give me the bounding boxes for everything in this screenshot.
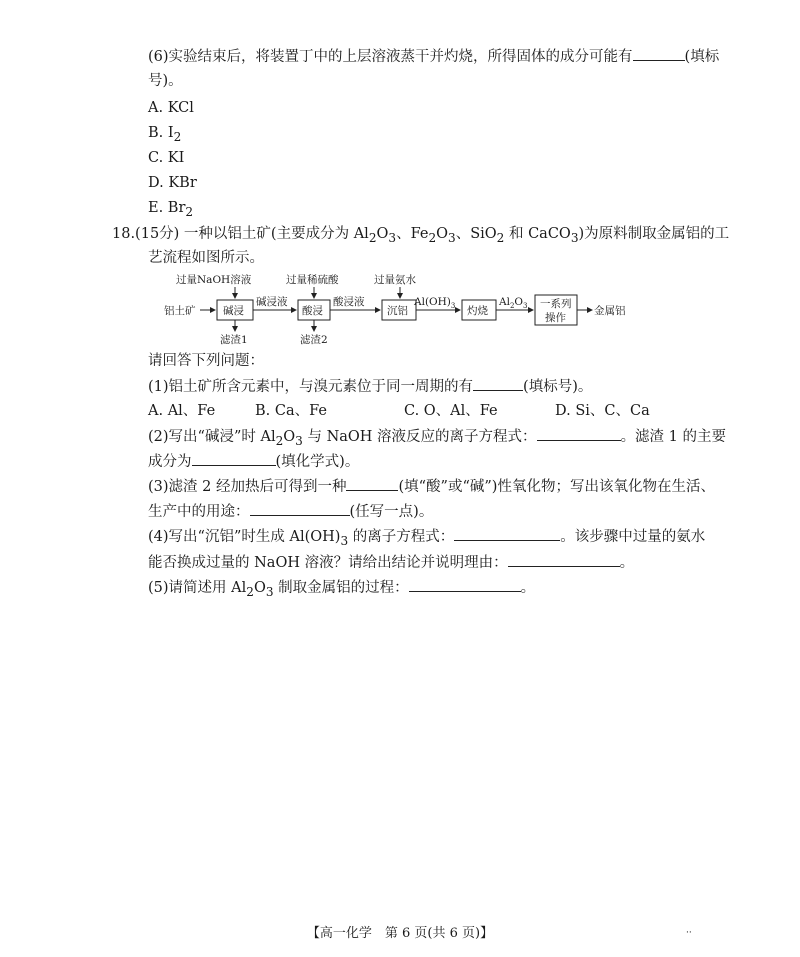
box-acid-leach-label: 酸浸 [302, 305, 323, 317]
q2-text: O [283, 429, 296, 445]
edge-aloh3 [413, 296, 455, 310]
q1-option-b [255, 401, 327, 421]
q18-intro-text: 艺流程如图所示。 [148, 250, 264, 266]
q2-line1 [148, 426, 726, 451]
q3-text: (3)滤渣 2 经加热后可得到一种 [148, 479, 347, 495]
q5-text: O [253, 580, 266, 596]
q1-answer-blank[interactable] [473, 376, 523, 391]
subscript: 2 [368, 230, 377, 245]
q2-text: 与 NaOH 溶液反应的离子方程式： [302, 429, 537, 445]
q1-option-d-text: D. Si、C、Ca [555, 403, 650, 419]
q6-option-c-text: C. KI [148, 150, 185, 166]
q4-text: 。 [619, 555, 635, 571]
q3-text: (填“酸”或“碱”)性氧化物；写出该氧化物在生活、 [398, 479, 715, 495]
q5-process-blank[interactable] [409, 577, 521, 592]
q1-option-b-text: B. Ca、Fe [255, 403, 327, 419]
subscript: 3 [388, 230, 397, 245]
q6-option-b-text: B. I [148, 125, 174, 141]
flow-start-bauxite: 铝土矿 [164, 305, 196, 317]
q6-option-b [148, 123, 181, 147]
q6-option-e [148, 198, 193, 222]
residue-2: 滤渣2 [300, 334, 328, 346]
edge-aloh3-text: Al(OH) [414, 296, 451, 308]
subscript: 2 [173, 129, 182, 144]
box-alkali-leach-label: 碱浸 [223, 305, 244, 317]
q5-line [148, 577, 535, 602]
subscript: 2 [185, 204, 194, 219]
q4-equation-blank[interactable] [454, 526, 560, 541]
corner-mark: ·· [686, 928, 692, 938]
q6-option-d-text: D. KBr [148, 175, 197, 191]
q4-text: (4)写出“沉铝”时生成 Al(OH) [148, 529, 341, 545]
process-flow-diagram [160, 271, 640, 349]
q3-line1 [148, 476, 715, 497]
edge-al2o3 [498, 296, 528, 310]
q3-oxide-blank[interactable] [346, 476, 398, 491]
residue-1: 滤渣1 [220, 334, 248, 346]
q2-text: (2)写出“碱浸”时 Al [148, 429, 276, 445]
q6-line1 [148, 46, 719, 67]
q2-equation-blank[interactable] [537, 426, 621, 441]
q6-option-c [148, 148, 184, 168]
reagent-naoh: 过量NaOH溶液 [176, 274, 252, 286]
q2-line2 [148, 451, 359, 472]
q1-text-post: (填标号)。 [523, 379, 593, 395]
q1-text: (1)铝土矿所含元素中，与溴元素位于同一周期的有 [148, 379, 474, 395]
box-calcine-label: 灼烧 [467, 305, 488, 317]
q6-text-cont: 号)。 [148, 73, 183, 89]
q5-text: 。 [520, 580, 536, 596]
q2-text: 成分为 [148, 454, 192, 470]
q6-option-d [148, 173, 197, 193]
q5-text: (5)请简述用 Al [148, 580, 247, 596]
page-footer: 【高一化学 第 6 页(共 6 页)】 [306, 926, 494, 941]
q1-option-a [148, 401, 215, 421]
q6-text-post: (填标 [684, 49, 720, 65]
questions-prompt [148, 351, 264, 371]
q4-text: 的离子方程式： [348, 529, 455, 545]
subscript: 3 [265, 584, 274, 599]
q3-text: (任写一点)。 [349, 504, 434, 520]
q1-line [148, 376, 592, 397]
q3-line2 [148, 501, 433, 522]
q18-intro-text: O [376, 226, 389, 242]
q6-line2 [148, 71, 183, 91]
q18-intro-text: )为原料制取金属铝的工 [578, 226, 730, 242]
subscript: 3 [295, 433, 303, 448]
q6-text: (6)实验结束后，将装置丁中的上层溶液蒸干并灼烧，所得固体的成分可能有 [148, 49, 633, 65]
q5-text: 制取金属铝的过程： [273, 580, 409, 596]
q4-text: 能否换成过量的 NaOH 溶液？请给出结论并说明理由： [148, 555, 508, 571]
q4-line2 [148, 552, 634, 573]
box-series-operations-l2: 操作 [545, 312, 566, 324]
subscript: 2 [509, 302, 515, 310]
q1-option-d [555, 401, 650, 421]
q18-intro-line1 [112, 224, 729, 248]
q4-reason-blank[interactable] [508, 552, 620, 567]
q6-option-a [148, 98, 194, 118]
flow-end-aluminum: 金属铝 [594, 305, 626, 317]
subscript: 2 [428, 230, 437, 245]
edge-al2o3-o: O [514, 296, 524, 308]
q2-text: (填化学式)。 [275, 454, 360, 470]
questions-prompt-text: 请回答下列问题： [148, 353, 264, 369]
q1-option-c-text: C. O、Al、Fe [404, 403, 498, 419]
q18-intro-text: 18.(15分) 一种以铝土矿(主要成分为 Al [112, 226, 369, 242]
q2-residue-blank[interactable] [192, 451, 276, 466]
q18-intro-text: 、Fe [396, 226, 429, 242]
q6-answer-blank[interactable] [633, 46, 685, 61]
reagent-h2so4: 过量稀硫酸 [286, 274, 339, 286]
q3-use-blank[interactable] [250, 501, 350, 516]
edge-acid-liquor: 酸浸液 [333, 296, 365, 308]
subscript: 2 [275, 433, 284, 448]
subscript: 3 [523, 302, 528, 310]
subscript: 2 [496, 230, 505, 245]
subscript: 3 [450, 302, 456, 310]
q3-text: 生产中的用途： [148, 504, 250, 520]
subscript: 3 [570, 230, 579, 245]
q2-text: 。滤渣 1 的主要 [620, 429, 727, 445]
q6-option-a-text: A. KCl [148, 100, 194, 116]
reagent-ammonia: 过量氨水 [374, 274, 416, 286]
q4-text: 。该步骤中过量的氨水 [560, 529, 706, 545]
subscript: 2 [246, 584, 254, 599]
box-series-operations-l1: 一系列 [540, 298, 572, 310]
q18-intro-text: 和 CaCO [504, 226, 571, 242]
edge-alkali-liquor: 碱浸液 [256, 296, 288, 308]
q6-option-e-text: E. Br [148, 200, 186, 216]
subscript: 3 [340, 533, 349, 548]
q18-intro-text: 、SiO [455, 226, 497, 242]
q1-option-c [404, 401, 498, 421]
box-precipitate-al-label: 沉铝 [387, 305, 408, 317]
q1-option-a-text: A. Al、Fe [148, 403, 216, 419]
edge-al2o3-text: Al [499, 296, 510, 308]
q18-intro-text: O [436, 226, 449, 242]
q4-line1 [148, 526, 705, 551]
subscript: 3 [448, 230, 456, 245]
q18-intro-line2 [148, 248, 264, 268]
